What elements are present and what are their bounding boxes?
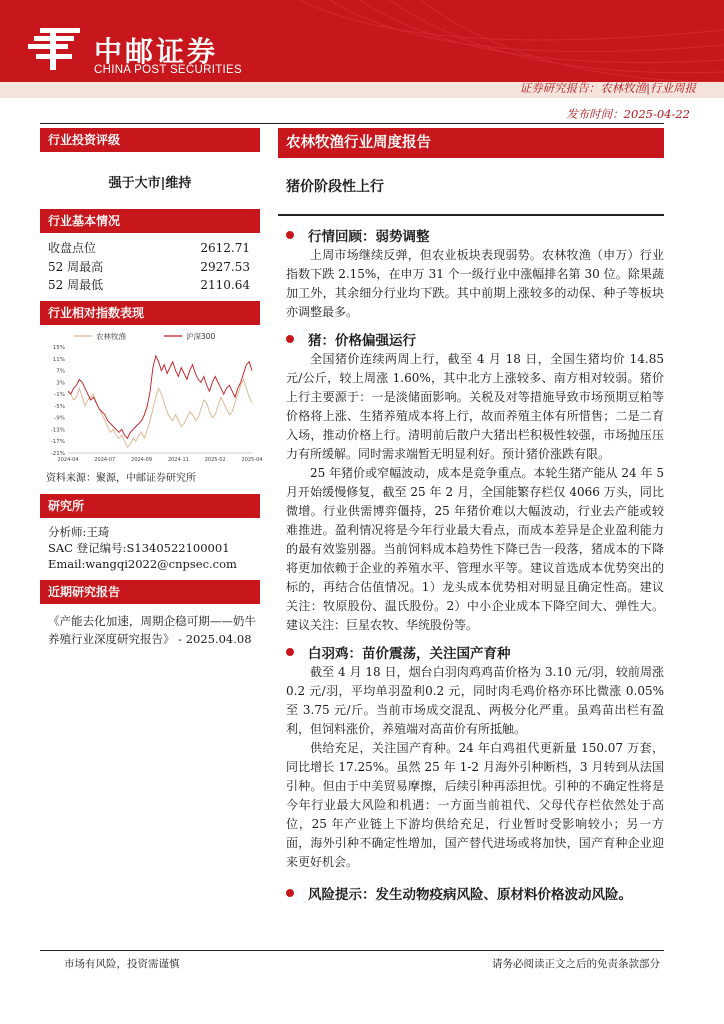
x-tick-label: 2024-11 [167,456,189,463]
section-heading: 猪：价格偏强运行 [308,332,416,349]
series-line [68,379,252,447]
relative-index-chart [40,325,263,465]
report-title: 农林牧渔行业周度报告 [278,128,664,158]
section-heading: 行情回顾：弱势调整 [308,228,430,245]
section-heading: 白羽鸡：苗价震荡，关注国产育种 [308,645,511,662]
subtitle-divider [278,214,664,216]
paragraph: 截至 4 月 18 日，烟台白羽肉鸡鸡苗价格为 3.10 元/羽，较前周涨0.2 元/羽，平均单羽盈利0.2 元，同时肉毛鸡价格亦环比微涨 0.05% 至 3.75 元/斤。当前市场成交混乱、两极分化严重。虽鸡苗出栏有盈利，但饲料涨价，养殖端对高苗价有所抵触。 [286,664,664,736]
footer-disclaimer-left: 市场有风险，投资需谨慎 [64,958,180,970]
footer-disclaimer-right: 请务必阅读正文之后的免责条款部分 [492,958,660,970]
research-heading: 研究所 [40,494,260,518]
bullet-icon [286,648,294,656]
basic-row [40,239,260,258]
y-tick-label: -13% [50,426,65,433]
recent-reports-heading: 近期研究报告 [40,580,260,604]
basic-row [40,276,260,295]
x-tick-label: 2025-04 [241,456,263,463]
basic-value: 2612.71 [200,241,250,255]
y-tick-label: -1% [54,391,65,398]
y-tick-label: -17% [50,438,65,445]
legend-label: 沪深300 [186,331,216,341]
chart-svg [40,325,263,465]
chart-source: 资料来源：聚源，中邮证券研究所 [46,472,196,484]
relative-performance-heading: 行业相对指数表现 [40,301,260,325]
analyst-email[interactable]: Email:wangqi2022@cnpsec.com [48,556,237,571]
section-risk [278,882,664,904]
paragraph: 全国猪价连续两周上行，截至 4 月 18 日，全国生猪均价 14.85 元/公斤，较上周涨 1.60%，其中北方上涨较多、南方相对较弱。猪价上行主要源于：一是淡储面影响。关税及对等措施导致市场预期豆粕等价格将上涨、生猪养殖成本将上行，故而养殖主体有所惜售；二是二育入场，推动价格上行。清明前后散户大猪出栏积极性较强，市场抛压压力有所缓解。同时需求端暂无明显利好。预计猪价涨跌有限。 [286,351,664,461]
report-subtitle: 猪价阶段性上行 [286,179,384,195]
report-category: 证券研究报告：农林牧渔|行业周报 [519,81,696,95]
paragraph: 上周市场继续反弹，但农业板块表现弱势。农林牧渔（申万）行业指数下跌 2.15%，在申万 31 个一级行业中涨幅排名第 30 位。除果蔬加工外，其余细分行业均下跌。其中前期上涨较多的动保、种子等板块亦调整最多。 [286,247,664,319]
risk-warning: 风险提示：发生动物疫病风险、原材料价格波动风险。 [308,886,632,903]
publish-date: 发布时间：2025-04-22 [566,107,690,121]
y-tick-label: 15% [52,344,65,351]
y-tick-label: 11% [52,356,65,363]
basic-value: 2927.53 [200,259,250,274]
brand-header [0,0,724,82]
analyst-sac: SAC 登记编号:S1340522100001 [48,540,230,555]
investment-rating: 强于大市|维持 [108,176,192,191]
y-tick-label: -21% [50,450,65,457]
paragraph: 25 年猪价或窄幅波动，成本是竞争重点。本轮生猪产能从 24 年 5 月开始缓慢修复，截至 25 年 2 月，全国能繁存栏仅 4066 万头，同比微增。行业供需博弈僵持，25 年猪价难以大幅波动，行业去产能或较难推进。盈利情况将是今年行业最大看点，而成本差异是企业盈利能力的最有效鉴别器。当前饲料成本趋势性下降已告一段落，猪成本的下降将更加依赖于企业的养殖水平、管理水平等。建议首选成本优势突出的标的，再结合估值情况。1）龙头成本优势相对明显且确定性高。建议关注：牧原股份、温氏股份。2）中小企业成本下降空间大、弹性大。建议关注：巨星农牧、华统股份等。 [286,465,664,632]
china-post-logo-icon [26,24,84,72]
y-tick-label: 3% [56,379,65,386]
y-tick-label: -5% [54,403,65,410]
y-tick-label: 7% [56,368,65,375]
section-market-review [278,224,664,246]
series-line [68,355,252,438]
x-tick-label: 2025-02 [204,456,226,463]
basic-info-table [40,233,260,295]
y-tick-label: -9% [54,415,65,422]
basic-label: 52 周最低 [48,278,104,292]
brand-name-cn: 中邮证券 [94,35,219,68]
bullet-icon [286,889,294,897]
basic-row [40,258,260,277]
bullet-icon [286,231,294,239]
basic-label: 收盘点位 [48,241,97,255]
bullet-icon [286,335,294,343]
rating-heading: 行业投资评级 [40,128,260,152]
recent-report-link[interactable]: 《产能去化加速，周期企稳可期——奶牛养殖行业深度研究报告》 - 2025.04.08 [48,613,256,646]
x-tick-label: 2024-07 [94,456,116,463]
x-tick-label: 2024-04 [57,456,79,463]
brand-name-en: CHINA POST SECURITIES [94,64,242,76]
section-broiler [278,641,664,663]
basic-label: 52 周最高 [48,259,104,274]
footer-divider [40,950,664,951]
x-tick-label: 2024-09 [131,456,153,463]
paragraph: 供给充足，关注国产育种。24 年白鸡祖代更新量 150.07 万套，同比增长 17.25%。虽然 25 年 1-2 月海外引种断档，3 月转到从法国引种。但由于中美贸易摩擦，后续引种再添担忧。引种的不确定性将是今年行业最大风险和机遇：一方面当前祖代、父母代存栏依然处于高位，25 年产业链上下游均供给充足，行业暂时受影响较小；另一方面，海外引种不确定性增加，国产替代进场或将加快，国产育种企业迎来更好机会。 [286,740,664,869]
basic-value: 2110.64 [200,278,250,292]
left-sidebar [40,124,263,648]
section-pig [278,328,664,350]
main-content [278,124,664,904]
analyst-name: 分析师:王琦 [48,524,110,539]
basic-info-heading: 行业基本情况 [40,209,260,233]
legend-label: 农林牧渔 [96,331,126,341]
